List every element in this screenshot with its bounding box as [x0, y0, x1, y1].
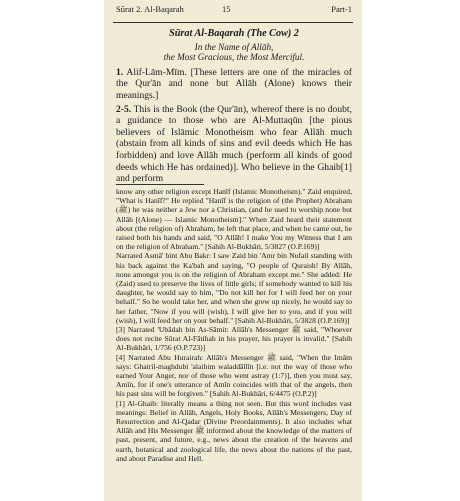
verse-number: 2-5.	[116, 103, 132, 115]
part-label: Part-1	[331, 4, 352, 14]
main-text	[116, 28, 352, 187]
book-page	[104, 0, 362, 501]
surah-title: Sūrat Al-Baqarah (The Cow) 2	[169, 28, 299, 39]
footnote: [3] Narrated 'Ubādah bin As-Sāmit: Allāh's Messenger ﷺ said, "Whoever does not recite Sūrat Al-Fātihah in his prayer, his prayer is invalid." [Sahih Al-Bukhāri, 1/756 (O.P.723)]	[116, 325, 352, 353]
footnote: Narrated Asmā' bint Abu Bakr: I saw Zaid bin 'Amr bin Nufail standing with his back against the Ka'bah and saying, "O people of Quraish! By Allāh, none amongst you is on the religion of Abraham except me." She added: He (Zaid) used to preserve the lives of little girls; if somebody wanted to kill his daughter, he would say to him, "Do not kill her for I will feed her on your behalf." So he would take her, and when she grew up nicely, he would say to her father, "Now if you will (wish), I will give her to you, and if you will (wish), I will feed her on your behalf." [Sahih Al-Bukhāri, 5/3828 (O.P.169)]	[116, 251, 352, 325]
basmala-line: the Most Gracious, the Most Merciful.	[163, 52, 305, 63]
basmala-line: In the Name of Allāh,	[194, 41, 274, 52]
footnote: [4] Narrated Abu Hurairah: Allāh's Messenger ﷺ said, "When the Imām says: Ghairil-maghdubi 'alaihim waladdāllīn [i.e. not the way of those who earned Your Anger, nor of those who went astray (1:7)], then you must say, Amīn, for if one's utterance of Amīn coincides with that of the angels, then his past sins will be forgiven." [Sahih Al-Bukhāri, 6/4475 (O.P.2)]	[116, 352, 352, 399]
verse-text: Alif-Lām-Mīm. [These letters are one of the miracles of the Qur'ān and none but Allāh (Alone) knows their meanings.]	[116, 66, 352, 101]
basmala	[116, 42, 352, 63]
verse-number: 1.	[116, 66, 124, 78]
verse-text: This is the Book (the Qur'ān), whereof there is no doubt, a guidance to those who are Al-Muttaqūn [the pious believers of Islāmic Monotheism who fear Allāh much (abstain from all kinds of sins and evil deeds which He has forbidden) and love Allāh much (perform all kinds of good deeds which He has ordained)]. Who believe in the Ghaib[1] and perform	[116, 103, 352, 185]
surah-running-title: Sūrat 2. Al-Baqarah	[116, 4, 184, 14]
footnote: know any other religion except Hanīf (Islamic Monotheism)." Zaid enquired, "What is Hanīf?" He replied "Hanīf is the religion of (the Prophet) Abraham (ﷺ) he was neither a Jew nor a Christian, (and he used to worship none but Allāh [(Alone) — Islamic Monotheism]." When Zaid heard their statement about (the religion of) Abraham, he left that place, and when he came out, he raised both his hands and said, "O Allāh! I make You my Witness that I am on the religion of Abraham." [Sahih Al-Bukhāri, 5/3827 (O.P.169)]	[116, 187, 352, 252]
verse	[116, 104, 352, 185]
verse	[116, 67, 352, 102]
footnote-divider	[116, 184, 204, 185]
header-rule	[113, 22, 353, 23]
page-header	[104, 4, 362, 18]
footnotes	[116, 187, 352, 463]
footnote: [1] Al-Ghaib: literally means a thing not seen. But this word includes vast meanings: Belief in Allāh, Angels, Holy Books, Allāh's Messengers, Day of Resurrection and Al-Qadar (Divine Preordainments). It also includes what Allāh and His Messenger ﷺ informed about the knowledge of the matters of past, present, and future, e.g., news about the creation of the heavens and earth, botanical and zoological life, the news about the nations of the past, and about Paradise and Hell.	[116, 398, 352, 463]
page-number: 15	[222, 4, 231, 14]
